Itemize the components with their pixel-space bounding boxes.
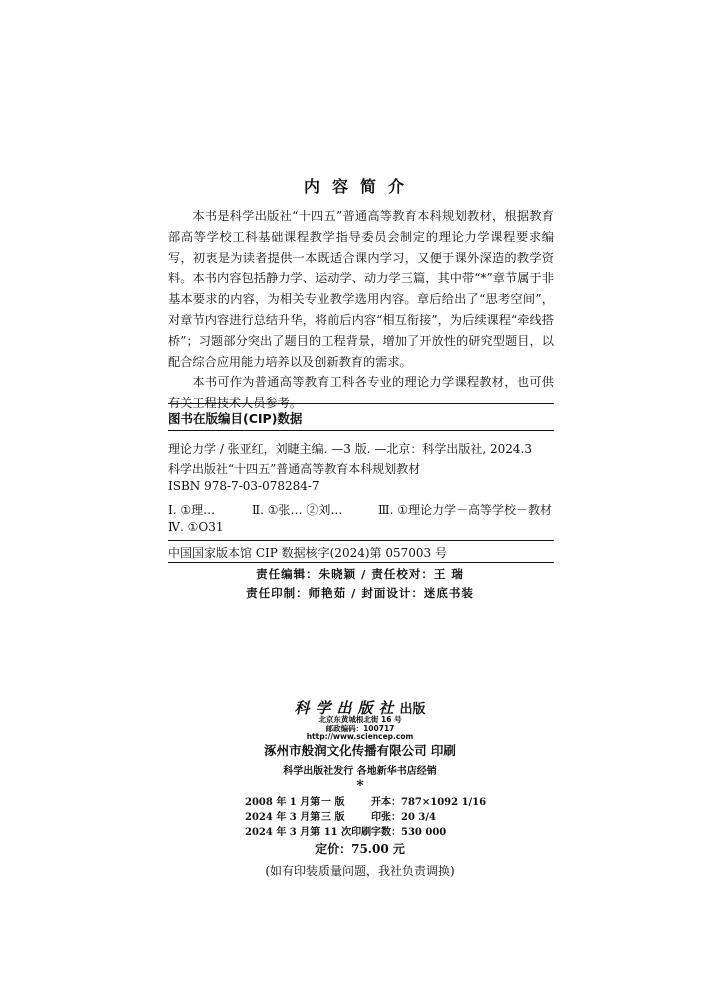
printer-line: 涿州市般润文化传播有限公司 印刷 (264, 743, 456, 758)
summary-paragraph: 本书是科学出版社“十四五”普通高等教育本科规划教材，根据教育部高等学校工科基础课程教学指导委员会制定的理论力学课程要求编写，初衷是为读者提供一本既适合课内学习，又便于课外深造的教学资料。本书内容包括静力学、运动学、动力学三篇，其中带“*”章节属于非基本要求的内容，为相关专业教学选用内容。章后给出了“思考空间”，对章节内容进行总结升华，将前后内容“相互衔接”，为后续课程“牵线搭桥”；习题部分突出了题目的工程背景，增加了开放性的研究型题目，以配合综合应用能力培养以及创新教育的需求。 (168, 209, 554, 369)
content-summary (168, 206, 554, 414)
cip-class-2: Ⅱ. ①张… ②刘… (252, 503, 343, 517)
summary-paragraph: 本书可作为普通高等教育工科各专业的理论力学课程教材，也可供有关工程技术人员参考。 (168, 375, 554, 411)
production-credits: 责任印制：师艳茹 / 封面设计：迷底书装 (246, 586, 474, 600)
edition-row (245, 795, 486, 810)
divider (168, 540, 554, 541)
cip-class-3: Ⅲ. ①理论力学－高等学校－教材 (378, 503, 552, 517)
edition-date: 2024 年 3 月第 (245, 812, 321, 823)
cip-class-4: Ⅳ. ①O31 (168, 520, 224, 534)
edition-spec: 字数：530 000 (371, 827, 447, 838)
divider (168, 430, 554, 431)
publisher-logo: 科学出版社 (294, 699, 400, 717)
cip-record-number: 中国国家版本馆 CIP 数据核字(2024)第 057003 号 (168, 546, 447, 560)
page-title: 内容简介 (303, 177, 416, 196)
cip-class-1: Ⅰ. ①理… (168, 503, 216, 517)
separator-star: * (356, 778, 364, 794)
publisher-url: http://www.sciencep.com (306, 732, 414, 741)
edition-row (245, 810, 486, 825)
cip-series-line: 科学出版社“十四五”普通高等教育本科规划教材 (168, 462, 421, 476)
publisher-address: 北京东黄城根北街 16 号 (318, 715, 402, 724)
cip-bibliographic-line: 理论力学 / 张亚红，刘睫主编. —3 版. —北京：科学出版社, 2024.3 (168, 442, 532, 456)
edition-date: 2024 年 3 月第 11 次印刷 (245, 827, 372, 838)
edition-kind: 三 版 (321, 812, 345, 823)
divider (168, 562, 554, 563)
quality-note: (如有印装质量问题，我社负责调换) (265, 864, 455, 878)
publisher-suffix: 出版 (399, 702, 426, 717)
edition-spec: 开本：787×1092 1/16 (371, 797, 487, 808)
divider (168, 403, 554, 404)
editor-credits: 责任编辑：朱晓颖 / 责任校对：王 瑞 (256, 567, 464, 581)
cip-classification (168, 501, 552, 518)
publisher-postcode: 邮政编码：100717 (325, 723, 395, 733)
edition-row (245, 825, 486, 840)
edition-kind: 一 版 (321, 797, 345, 808)
edition-info (245, 795, 486, 840)
cip-isbn: ISBN 978-7-03-078284-7 (168, 479, 320, 493)
edition-spec: 印张：20 3/4 (371, 812, 436, 823)
edition-date: 2008 年 1 月第 (245, 797, 321, 808)
distribution-line: 科学出版社发行 各地新华书店经销 (283, 766, 437, 777)
cip-heading: 图书在版编目(CIP)数据 (168, 411, 303, 426)
price: 定价：75.00 元 (315, 842, 405, 856)
